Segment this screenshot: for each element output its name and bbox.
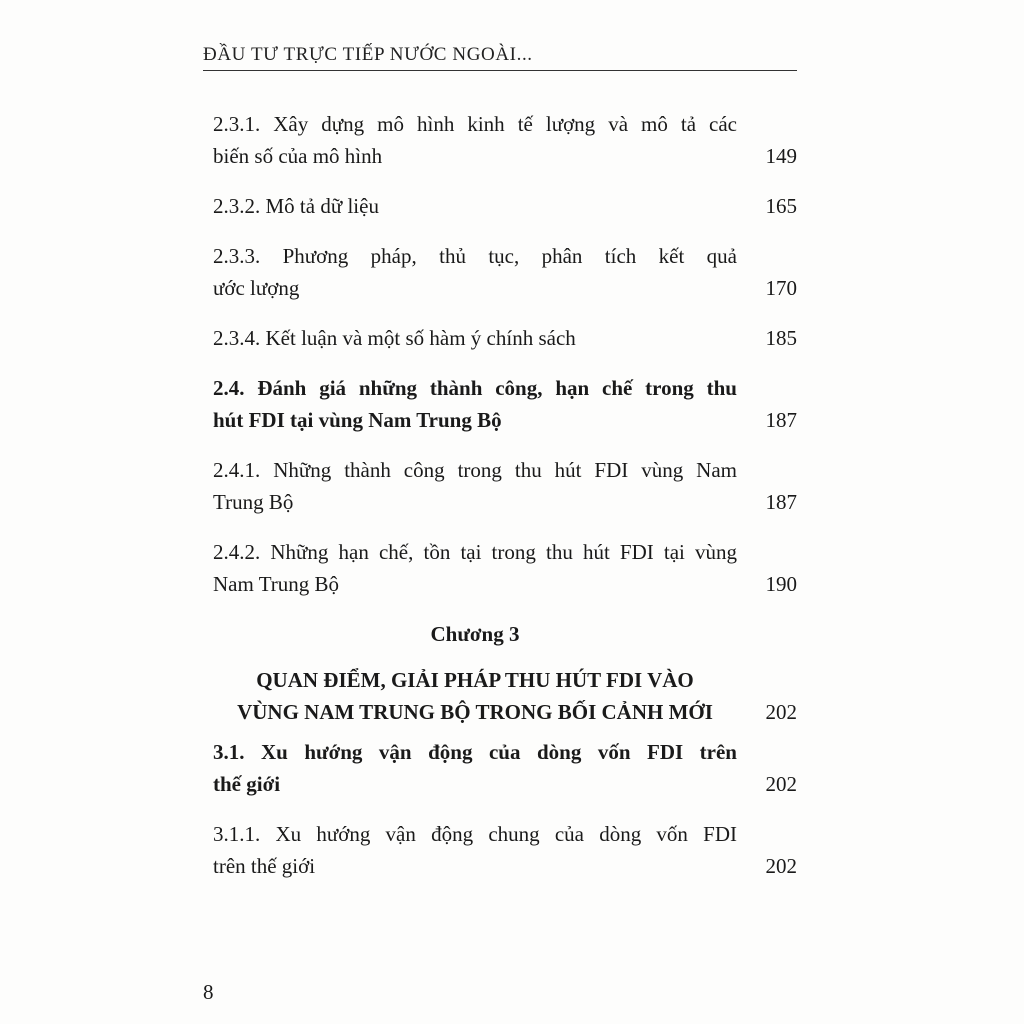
- toc-entry: [213, 322, 797, 354]
- toc-entry-page-number: 202: [765, 772, 797, 796]
- running-head: ĐẦU TƯ TRỰC TIẾP NƯỚC NGOÀI...: [203, 44, 533, 65]
- toc-entry: [213, 108, 797, 172]
- toc-entry-page-number: 149: [765, 144, 797, 168]
- toc-entry-page-number: 187: [765, 408, 797, 432]
- toc-entry: [213, 190, 797, 222]
- toc-entry-line-1: 2.4.1. Những thành công trong thu hút FDI vùng Nam: [213, 458, 737, 482]
- toc-entry-line-2: Nam Trung Bộ: [213, 572, 340, 596]
- toc-entry-line-2: trên thế giới: [213, 854, 316, 878]
- toc-entry-page-number: 170: [765, 276, 797, 300]
- toc-section-chapter-2: [213, 108, 797, 600]
- chapter-label: Chương 3: [430, 622, 520, 646]
- toc-entry: [213, 736, 797, 800]
- toc-entry-line-2: biến số của mô hình: [213, 144, 383, 168]
- header-rule: [203, 70, 797, 71]
- toc-entry-line-1: 2.3.1. Xây dựng mô hình kinh tế lượng và mô tả các: [213, 112, 737, 136]
- toc-entry: [213, 240, 797, 304]
- chapter-title-line-2: VÙNG NAM TRUNG BỘ TRONG BỐI CẢNH MỚI: [237, 700, 713, 724]
- toc-entry-page-number: 165: [765, 194, 797, 218]
- toc-entry-page-number: 185: [765, 326, 797, 350]
- table-of-contents: [213, 108, 797, 900]
- toc-entry-line-1: 2.4. Đánh giá những thành công, hạn chế trong thu: [213, 376, 737, 400]
- chapter-page-number: 202: [765, 700, 797, 724]
- toc-entry-page-number: 187: [765, 490, 797, 514]
- toc-entry: [213, 454, 797, 518]
- toc-entry-page-number: 202: [765, 854, 797, 878]
- toc-entry: [213, 536, 797, 600]
- toc-entry-line-1: 2.4.2. Những hạn chế, tồn tại trong thu hút FDI tại vùng: [213, 540, 737, 564]
- toc-entry-line-1: 2.3.4. Kết luận và một số hàm ý chính sách: [213, 326, 576, 350]
- toc-entry-line-2: ước lượng: [213, 276, 300, 300]
- toc-entry-line-2: hút FDI tại vùng Nam Trung Bộ: [213, 408, 502, 432]
- toc-entry-line-1: 3.1. Xu hướng vận động của dòng vốn FDI trên: [213, 740, 737, 764]
- page-number: 8: [203, 980, 214, 1004]
- toc-entry: [213, 818, 797, 882]
- toc-entry-line-2: Trung Bộ: [213, 490, 294, 514]
- toc-entry-line-1: 2.3.3. Phương pháp, thủ tục, phân tích kết quả: [213, 244, 737, 268]
- toc-entry: [213, 372, 797, 436]
- toc-entry-line-1: 3.1.1. Xu hướng vận động chung của dòng vốn FDI: [213, 822, 737, 846]
- toc-entry-page-number: 190: [765, 572, 797, 596]
- chapter-title-line-1: QUAN ĐIỂM, GIẢI PHÁP THU HÚT FDI VÀO: [256, 668, 694, 692]
- toc-entry-line-1: 2.3.2. Mô tả dữ liệu: [213, 194, 379, 218]
- toc-section-chapter-3: [213, 736, 797, 882]
- chapter-title: [213, 664, 797, 728]
- toc-entry-line-2: thế giới: [213, 772, 281, 796]
